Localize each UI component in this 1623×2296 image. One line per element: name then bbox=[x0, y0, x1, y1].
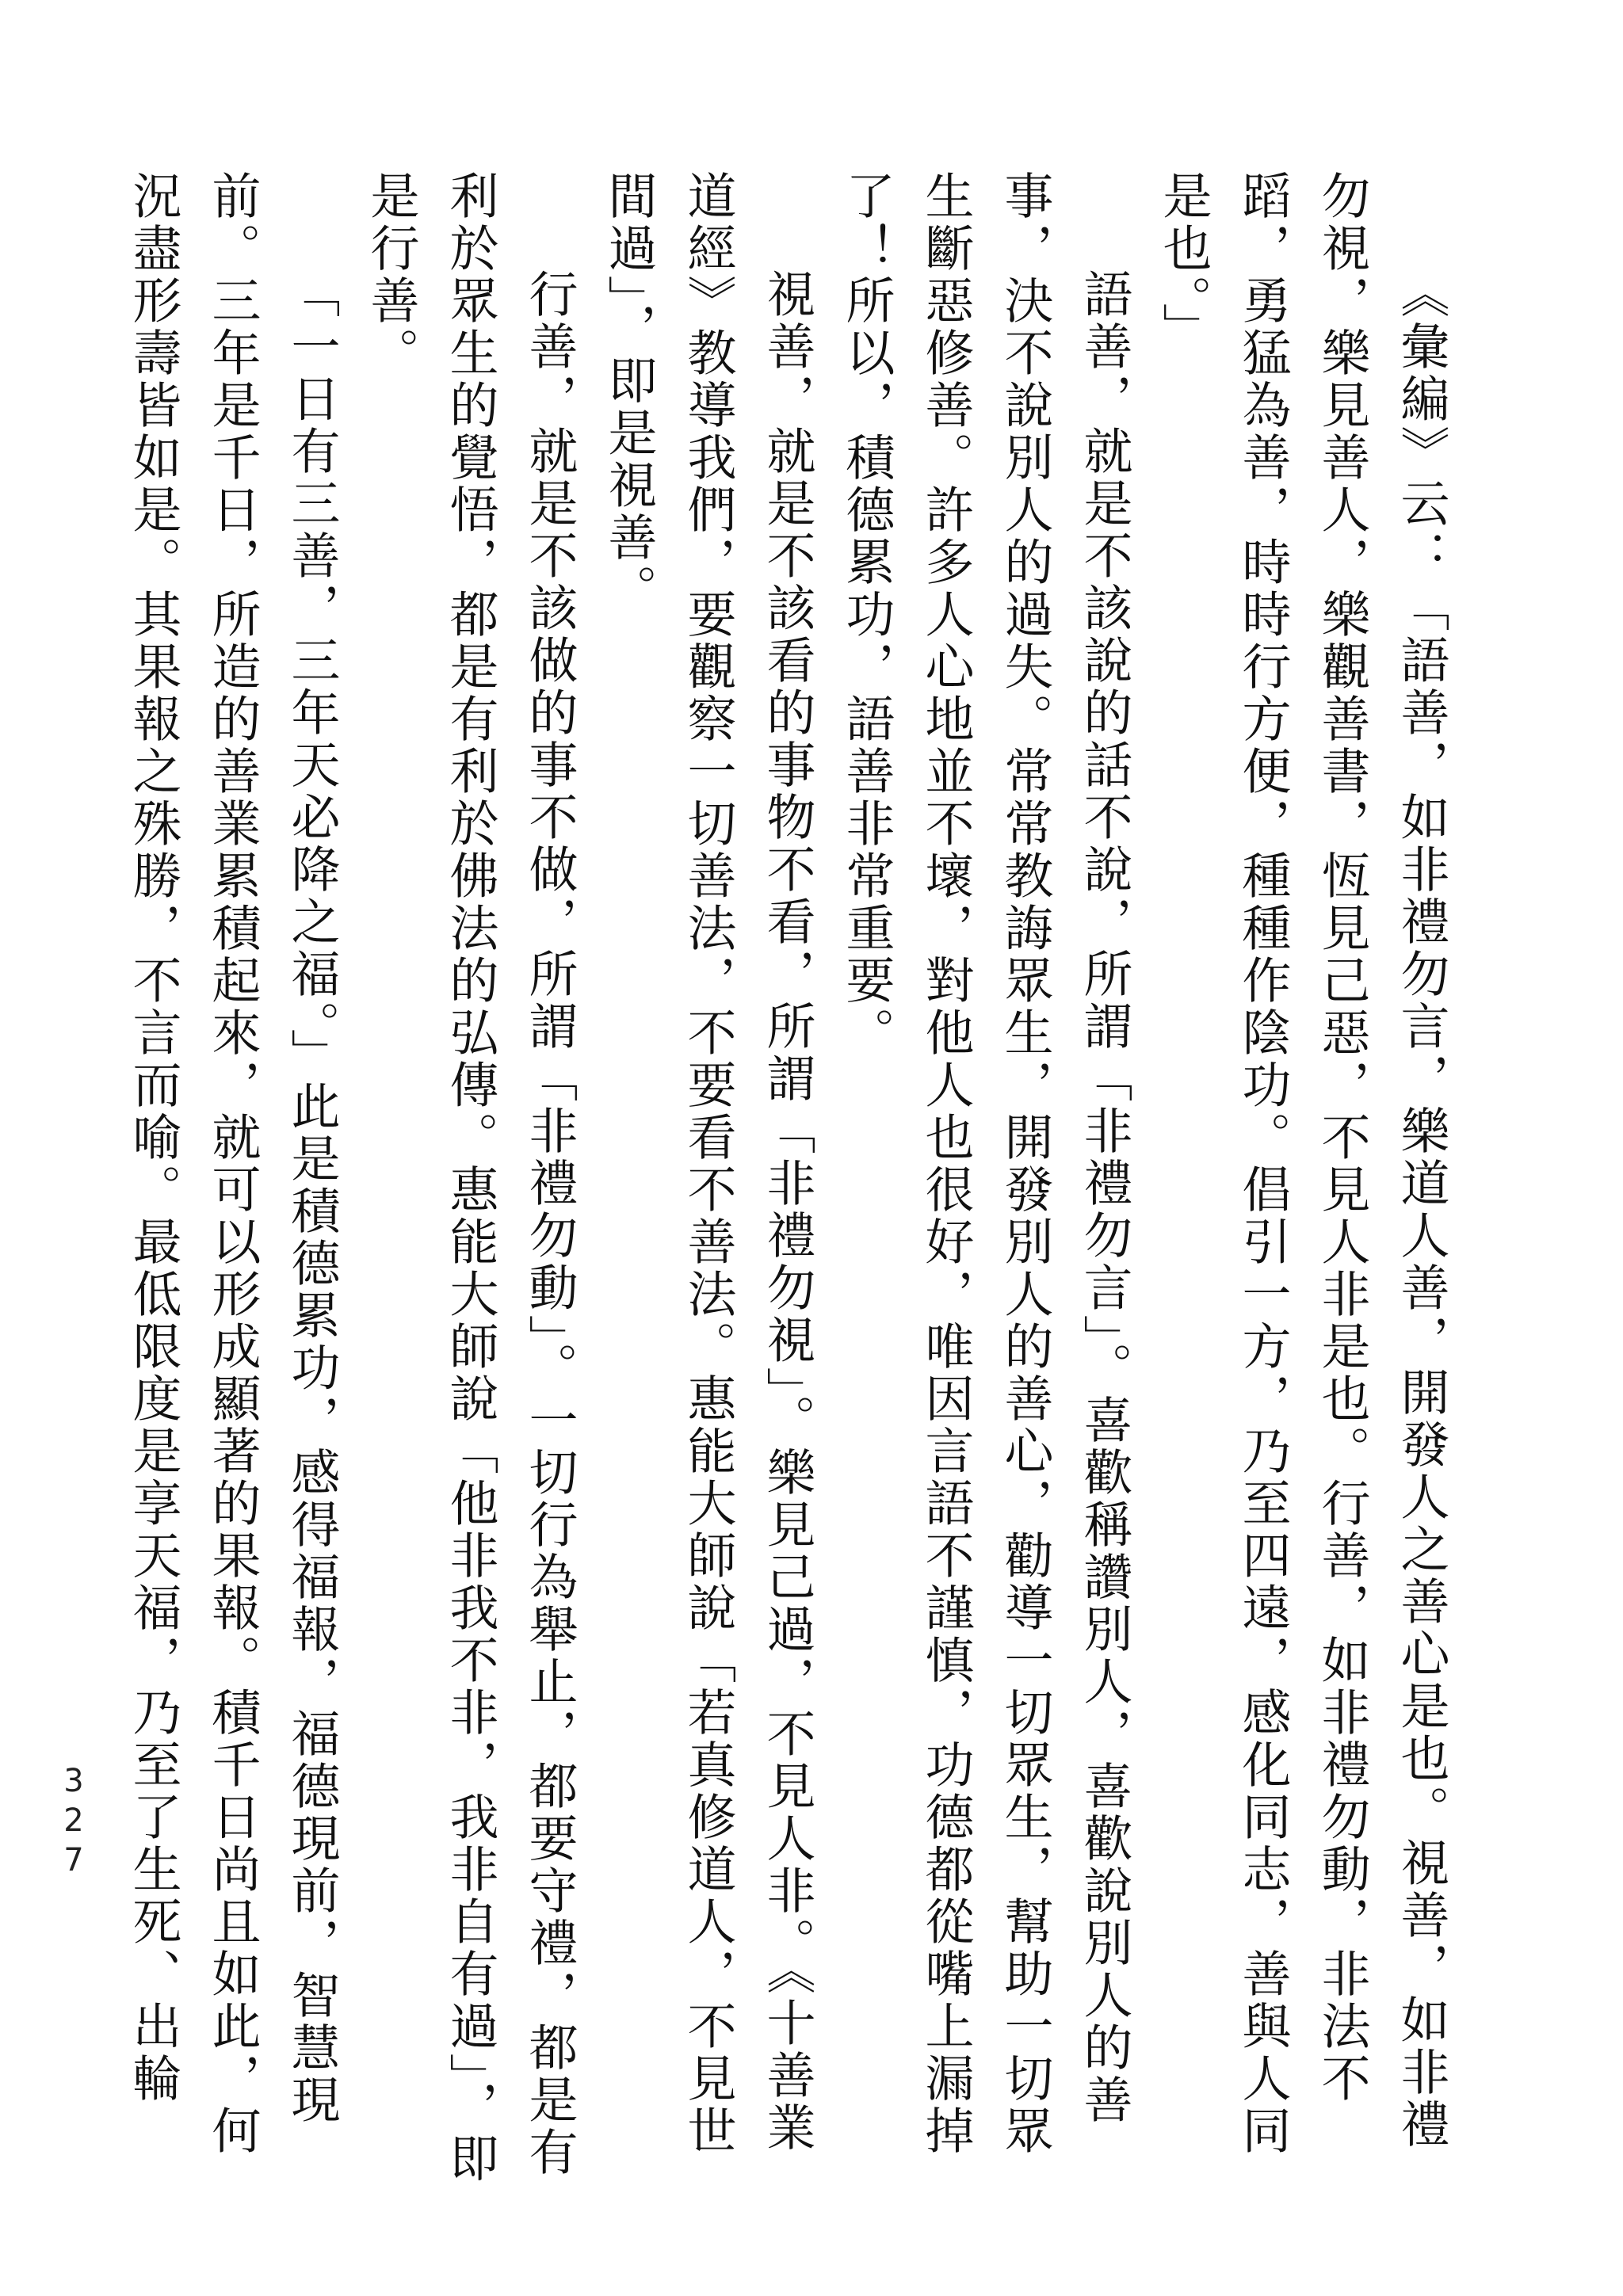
paragraph-action-goodness: 行善，就是不該做的事不做，所謂「非禮勿動」。一切行為舉止，都要守禮，都是有利於眾生的覺悟，都是有利於佛法的弘傳。惠能大師說「他非我不非，我非自有過」，即是行善。 bbox=[362, 170, 579, 2185]
paragraph-three-goods-daily: 「一日有三善，三年天必降之福。」此是積德累功，感得福報，福德現前，智慧現前。三年是千日，所造的善業累積起來，就可以形成顯著的果報。積千日尚且如此，何況盡形壽皆如是。其果報之殊勝，不言而喻。最低限度是享天福，乃至了生死、出輪 bbox=[124, 170, 341, 2157]
page-number: 327 bbox=[55, 1763, 92, 1882]
paragraph-sight-goodness: 視善，就是不該看的事物不看，所謂「非禮勿視」。樂見己過，不見人非。《十善業道經》教導我們，要觀察一切善法，不要看不善法。惠能大師說「若真修道人，不見世間過」，即是視善。 bbox=[600, 170, 816, 2157]
vertical-text-body bbox=[113, 170, 1461, 2199]
paragraph-speech-goodness: 語善，就是不該說的話不說，所謂「非禮勿言」。喜歡稱讚別人，喜歡說別人的善事，決不說別人的過失。常常教誨眾生，開發別人的善心，勸導一切眾生，幫助一切眾生斷惡修善。許多人心地並不壞，對他人也很好，唯因言語不謹慎，功德都從嘴上漏掉了！所以，積德累功，語善非常重要。 bbox=[838, 170, 1133, 2157]
paragraph-quote-huibian: 《彙編》云：「語善，如非禮勿言，樂道人善，開發人之善心是也。視善，如非禮勿視，樂見善人，樂觀善書，恆見己惡，不見人非是也。行善，如非禮勿動，非法不蹈，勇猛為善，時時行方便，種種作陰功。倡引一方，乃至四遠，感化同志，善與人同是也。」 bbox=[1155, 170, 1450, 2157]
